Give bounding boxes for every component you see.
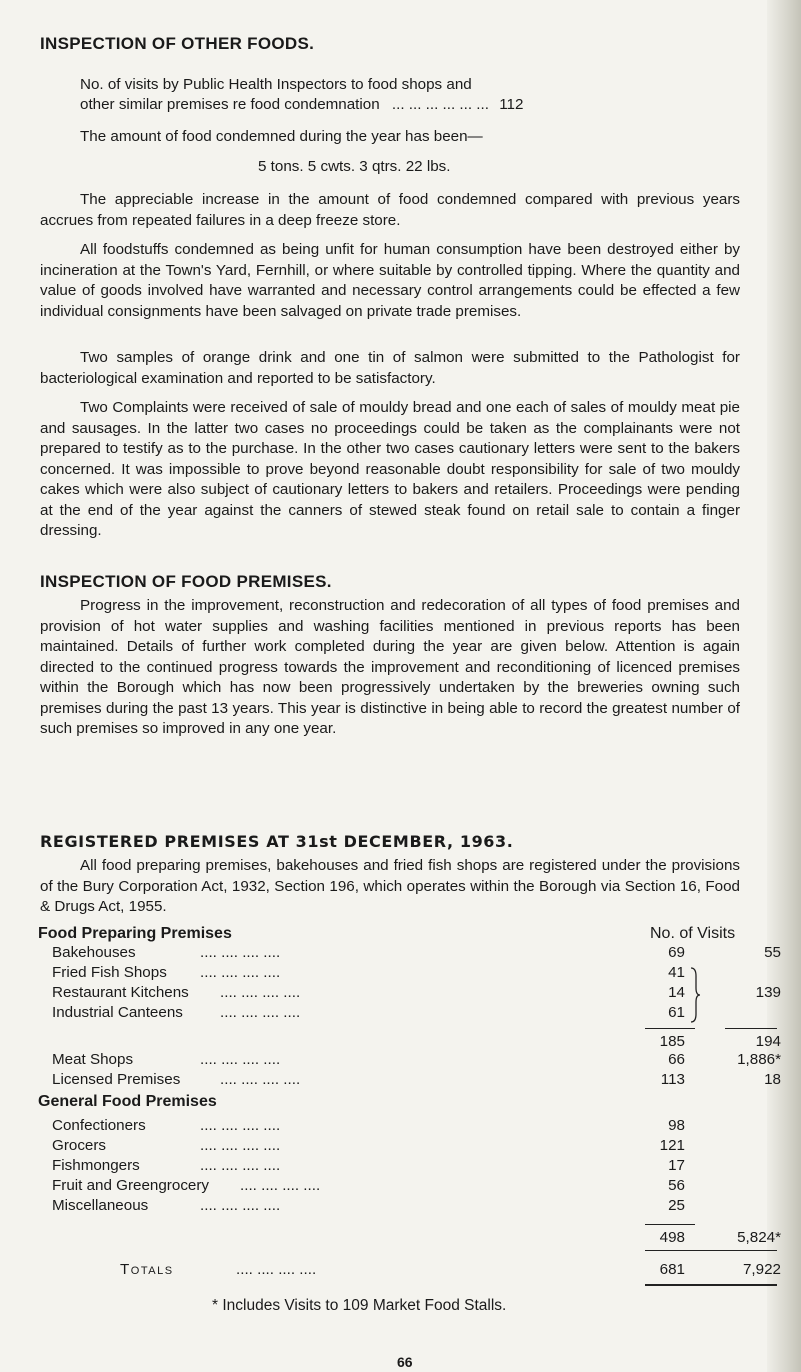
footnote: * Includes Visits to 109 Market Food Stalls. [212,1297,507,1314]
totals-visits: 7,922 [742,1261,781,1278]
row-count: 41 [668,964,685,981]
visits-value: 112 [499,96,524,113]
paragraph-complaints: Two Complaints were received of sale of mouldy bread and one each of sales of mouldy meat pie and sausages. In the latter two cases no proceedings could be taken as the complainants were not prepared to testify as to the purchase. In the other two cases cautionary letters were sent to the bakers concerned. It was impossible to prove beyond reasonable doubt responsibility for sale of two mouldy cakes which were also subject of cautionary letters to bakers and retailers. Proceedings were pending at the end of the year against the canners of stewed steak found on retail sale to contain a finger dressing. [40,399,740,539]
visits-line-2 [80,96,523,113]
row-label: Restaurant Kitchens [52,984,189,1001]
subtotal-count: 498 [659,1229,685,1246]
subtotal-rule [645,1224,695,1225]
row-leader: .... .... .... .... [220,1071,301,1088]
subtotal-visits: 5,824* [737,1229,781,1246]
row-leader: .... .... .... .... [220,1004,301,1021]
visits-leader: ... ... ... ... ... ... [391,96,489,113]
visits-label: other similar premises re food condemnation [80,96,380,113]
group-visits: 139 [755,984,781,1001]
row-leader: .... .... .... .... [200,944,281,961]
row-count: 66 [668,1051,685,1068]
subtotal-count: 185 [659,1033,685,1050]
row-leader: .... .... .... .... [220,984,301,1001]
row-leader: .... .... .... .... [200,1051,281,1068]
row-count: 69 [668,944,685,961]
row-count: 14 [668,984,685,1001]
group-brace [689,966,701,1024]
row-leader: .... .... .... .... [236,1261,317,1278]
row-count: 113 [660,1071,685,1088]
paragraph-registered: All food preparing premises, bakehouses and fried fish shops are registered under the provisions of the Bury Corporation Act, 1932, Section 196, which operates within the Borough via Section 16, Food & Drugs Act, 1955. [40,857,740,915]
row-label: Fishmongers [52,1157,140,1174]
row-count: 17 [668,1157,685,1174]
paragraph-progress: Progress in the improvement, reconstruction and redecoration of all types of food premises and provision of hot water supplies and washing facilities mentioned in previous reports has been maintained. Details of further work completed during the year are given below. Attention is again directed to the continued progress towards the improvement and reconditioning of licenced premises within the Borough which has now been progressively undertaken by the breweries owning such premises during the past 13 years. This year is distinctive in being able to record the greatest number of such premises so improved in any one year. [40,597,740,737]
totals-label: Totals [120,1261,174,1278]
row-count: 61 [668,1004,685,1021]
row-visits: 55 [764,944,781,961]
row-leader: .... .... .... .... [200,1137,281,1154]
row-leader: .... .... .... .... [240,1177,321,1194]
amount-intro: The amount of food condemned during the year has been— [80,128,483,145]
row-label: Miscellaneous [52,1197,149,1214]
paragraph-increase: The appreciable increase in the amount of food condemned compared with previous years accrues from repeated failures in a deep freeze store. [40,191,740,229]
row-label: Industrial Canteens [52,1004,183,1021]
row-label: Grocers [52,1137,107,1154]
row-count: 56 [668,1177,685,1194]
paragraph-foodstuffs: All foodstuffs condemned as being unfit for human consumption have been destroyed either by incineration at the Town's Yard, Fernhill, or where suitable by controlled tipping. Where the quantity and value of goods involved have warranted and necessary control arrangements could be effected a few individual consignments have been salvaged on private trade premises. [40,241,740,320]
row-leader: .... .... .... .... [200,1117,281,1134]
visits-line-1: No. of visits by Public Health Inspectors to food shops and [80,76,472,93]
row-count: 25 [668,1197,685,1214]
row-label: Fried Fish Shops [52,964,167,981]
page-number: 66 [397,1354,413,1370]
row-leader: .... .... .... .... [200,1157,281,1174]
row-visits: 1,886* [737,1051,781,1068]
row-count: 121 [659,1137,685,1154]
heading-inspection-food-premises: INSPECTION OF FOOD PREMISES. [40,572,332,591]
row-visits: 18 [764,1071,781,1088]
heading-inspection-other-foods: INSPECTION OF OTHER FOODS. [40,34,315,53]
row-label: Meat Shops [52,1051,134,1068]
heading-registered-premises: REGISTERED PREMISES AT 31st DECEMBER, 1963. [40,832,514,851]
subtotal-rule [725,1028,777,1029]
general-heading: General Food Premises [38,1093,217,1110]
row-count: 98 [668,1117,685,1134]
totals-double-rule [645,1284,777,1286]
row-leader: .... .... .... .... [200,964,281,981]
totals-count: 681 [659,1261,685,1278]
row-label: Fruit and Greengrocery [52,1177,210,1194]
subtotal-rule [645,1028,695,1029]
row-label: Confectioners [52,1117,146,1134]
row-label: Licensed Premises [52,1071,181,1088]
row-label: Bakehouses [52,944,136,961]
paragraph-samples: Two samples of orange drink and one tin of salmon were submitted to the Pathologist for bacteriological examination and reported to be satisfactory. [40,349,740,387]
totals-rule [645,1250,777,1251]
col-header-visits: No. of Visits [650,925,736,942]
amount-value: 5 tons. 5 cwts. 3 qtrs. 22 lbs. [258,158,451,175]
subtotal-visits: 194 [755,1033,781,1050]
col-header-premises: Food Preparing Premises [38,925,232,942]
row-leader: .... .... .... .... [200,1197,281,1214]
